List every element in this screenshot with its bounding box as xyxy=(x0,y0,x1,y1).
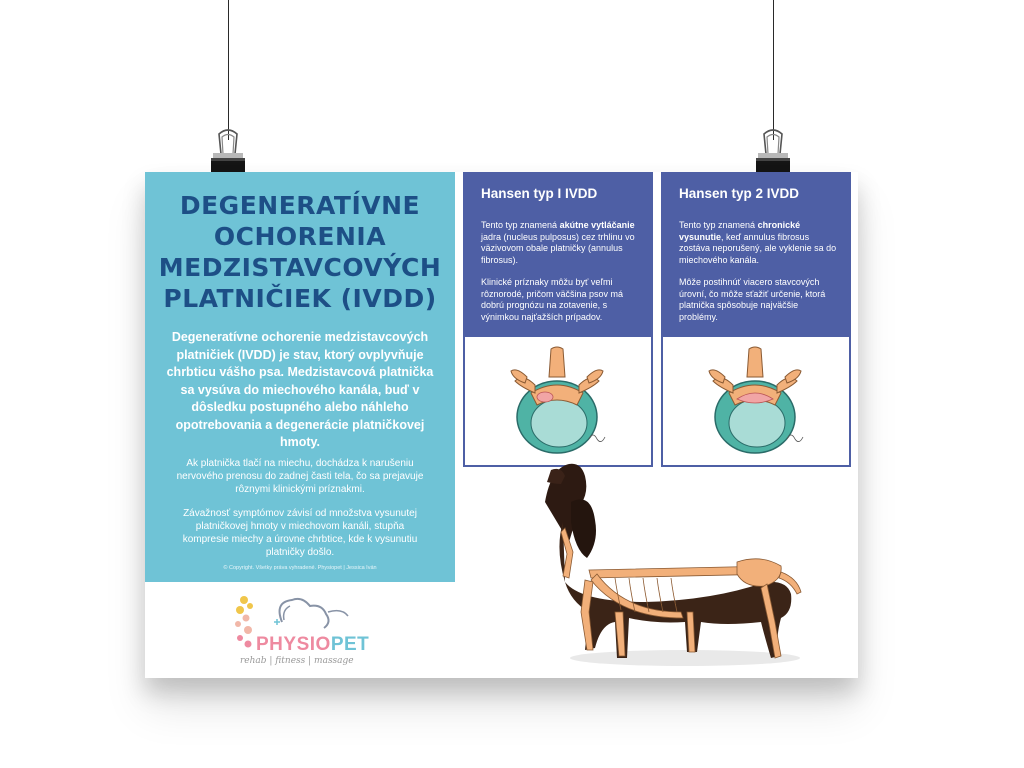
hanging-string-left xyxy=(228,0,229,140)
physiopet-logo xyxy=(230,592,370,672)
intro-paragraph: Degeneratívne ochorenie medzistavcových platničiek (IVDD) je stav, ktorý ovplyvňuje chrbticu vášho psa. Medzistavcová platnička sa vysúva do miechového kanála, buď v dôsledku postupného alebo náhleho opotrebovania a degenerácie platničkovej hmoty. xyxy=(166,330,434,449)
severity-paragraph: Závažnosť symptómov závisí od množstva vysunutej platničkovej hmoty v miechovom kanáli, stupňa kompresie miechy a úrovne chrbtice, kde k vysunutiu platničky došlo. xyxy=(182,508,418,558)
vertebra-illustration-box xyxy=(465,337,651,465)
symptoms-paragraph: Ak platnička tlačí na miechu, dochádza k narušeniu nervového prenosu do zadnej časti tela, čo sa prejavuje rôznymi klinickými príznakmi. xyxy=(176,458,424,495)
vertebra-disc-extrusion-icon xyxy=(465,337,651,465)
card-prognosis: Klinické príznaky môžu byť veľmi rôznorodé, pričom väčšina psov má dobrú prognózu na zotavenie, s výnimkou najťažších prípadov. xyxy=(481,277,624,322)
card-prognosis: Môže postihnúť viacero stavcových úrovní, čo môže sťažiť určenie, ktorá platnička spôsobuje najväčšie problémy. xyxy=(679,277,826,322)
card-title: Hansen typ I IVDD xyxy=(481,186,598,201)
hansen-type-2-card xyxy=(661,172,851,467)
brand-name: PHYSIOPET xyxy=(256,634,370,655)
brand-tagline: rehab | fitness | massage xyxy=(240,656,354,666)
card-title: Hansen typ 2 IVDD xyxy=(679,186,800,201)
hanging-string-right xyxy=(773,0,774,140)
hansen-type-1-card xyxy=(463,172,653,467)
vertebra-illustration-box xyxy=(663,337,849,465)
ivdd-poster xyxy=(145,172,858,678)
copyright-note: © Copyright. Všetky práva vyhradené. Physiopet | Jessica Iván xyxy=(223,565,377,571)
dachshund-skeleton-illustration xyxy=(525,462,815,672)
vertebra-disc-protrusion-icon xyxy=(663,337,849,465)
info-panel xyxy=(145,172,455,582)
card-description: Tento typ znamená chronické vysunutie, keď annulus fibrosus zostáva neporušený, ale vyklenie sa do miechového kanála. xyxy=(679,220,837,265)
dachshund-skeleton-icon xyxy=(525,462,815,672)
poster-title: DEGENERATÍVNE OCHORENIA MEDZISTAVCOVÝCH PLATNIČIEK (IVDD) xyxy=(158,191,442,313)
card-description: Tento typ znamená akútne vytláčanie jadra (nucleus pulposus) cez trhlinu vo väzivovom obale platničky (annulus fibrosus). xyxy=(481,220,635,265)
